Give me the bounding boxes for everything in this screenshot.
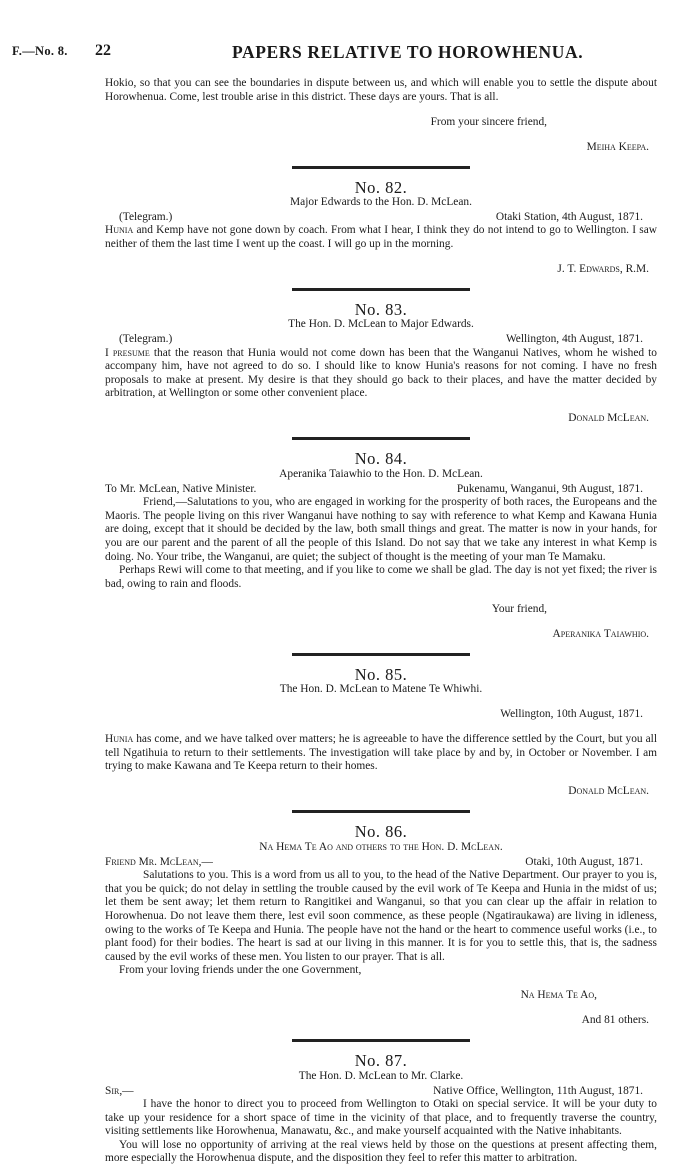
place-date: Native Office, Wellington, 11th August, 1871. (433, 1084, 643, 1097)
section-rule (292, 810, 470, 813)
letter-body: that the reason that Hunia would not come down has been that the Wanganui Natives, whom he wished to accompany him, have not agreed to do so. I should like to know Hunia's reasons for not coming. I have no fresh proposals to make at present. My desire is that they should go back to their places, and have the matter decided by arbitration, at Wellington or some other convenient place. (105, 346, 658, 400)
running-header-ref: F.—No. 8. (12, 44, 68, 58)
continued-paragraph: Hokio, so that you can see the boundaries in dispute between us, and which will enable you to settle the dispute about Horowhenua. Come, lest trouble arise in this district. These days are yours. That is all. (105, 77, 657, 103)
letter-heading: Aperanika Taiawhio to the Hon. D. McLean. (279, 468, 483, 481)
place-date: Pukenamu, Wanganui, 9th August, 1871. (456, 482, 643, 495)
letter-body: Friend,—Salutations to you, who are engaged in working for the prosperity of both races, the Europeans and the Maoris. The people living on this river Wanganui have nothing to say with reference to what Kemp and Kawana Hunia are doing, except that it should be decided by the law, both small things and great. The matter is now in your hands, for you are our parent and the parent of all the people of this Island. Do not say that we take any interest in what Kemp is doing. No. Your tribe, the Wanganui, are quiet; the subject of thought is the meeting of your man Te Mamaku. (105, 496, 657, 563)
letter-number: No. 84. (354, 449, 408, 469)
letter-82 (105, 177, 657, 277)
section-rule (292, 437, 470, 440)
letter-body-2: Perhaps Rewi will come to that meeting, and if you like to come we shall be glad. The day is not yet fixed; the river is bad, owing to rain and floods. (105, 564, 657, 590)
lead-word: Hunia (105, 733, 134, 746)
letter-signature: Na Hema Te Ao, (520, 989, 597, 1002)
letter-signature: Donald McLean. (568, 785, 649, 798)
letter-salutation: Friend Mr. McLean,— (105, 855, 213, 868)
letter-86 (105, 822, 657, 1028)
letter-heading: The Hon. D. McLean to Mr. Clarke. (298, 1069, 464, 1082)
letter-number: No. 86. (354, 822, 408, 842)
lead-word: I presume (105, 346, 150, 359)
letter-84 (105, 449, 657, 641)
letter-heading: The Hon. D. McLean to Matene Te Whiwhi. (279, 683, 483, 696)
letter-number: No. 83. (354, 299, 408, 319)
letter-number: No. 82. (354, 177, 408, 197)
page-number: 22 (95, 42, 111, 59)
letter-signature: Aperanika Taiawhio. (552, 627, 649, 640)
section-rule (292, 288, 470, 291)
place-date: Otaki, 10th August, 1871. (525, 855, 643, 868)
section-rule (292, 653, 470, 656)
letter-body-2: You will lose no opportunity of arriving at the real views held by those on the questions at present affecting them, more especially the Horowhenua dispute, and the disposition they feel to refer this matter to arbitration. (105, 1138, 657, 1165)
letter-type: (Telegram.) (119, 210, 173, 223)
continued-signature: Meiha Keepa. (586, 140, 649, 153)
place-date: Otaki Station, 4th August, 1871. (495, 210, 643, 223)
letter-salutation: Sir,— (105, 1084, 134, 1097)
letter-body: and Kemp have not gone down by coach. From what I hear, I think they do not intend to go to Wellington. I saw neither of them the last time I went up the coast. I will go up in the morning. (105, 224, 657, 250)
letter-addressee: To Mr. McLean, Native Minister. (105, 482, 257, 495)
section-rule (292, 1039, 470, 1042)
continued-closing: From your sincere friend, (430, 115, 547, 128)
letter-signature-2: And 81 others. (581, 1014, 649, 1027)
letter-85 (105, 664, 657, 799)
letter-body: Salutations to you. This is a word from us all to you, to the head of the Native Department. Our prayer to you is, that you be quick; do not delay in settling the trouble caused by the evil work of Te Keepa and Hunia in the midst of us; let them be sent away; let them return to Rangitikei and Wanganui, so that you can clear up the affair in relation to Horowhenua. Do not leave them there, lest evil soon commence, as these people (Ngatiraukawa) are living in idleness, owing to the works of Te Keepa and Hunia. The people have not the hand or the heart to commence useful works (i.e., to plant food) for their bodies. The heart is sad at our living in this manner. It is for you to settle this, that is, the sadness caused by the evil works of these men. You listen to our prayer. That is all. (105, 869, 657, 963)
letter-body: has come, and we have talked over matters; he is agreeable to have the difference settled by the Court, but you all tell Ngatihuia to return to their settlements. The investigation will take place by and by, in October or November. I am trying to make Kawana and Te Keepa return to their homes. (105, 733, 657, 773)
letter-heading: The Hon. D. McLean to Major Edwards. (288, 318, 474, 331)
letter-number: No. 87. (354, 1051, 408, 1071)
place-date: Wellington, 10th August, 1871. (500, 708, 643, 721)
lead-word: Hunia (105, 224, 134, 237)
section-rule (292, 166, 470, 169)
page-title: PAPERS RELATIVE TO HOROWHENUA. (232, 42, 584, 62)
letter-type: (Telegram.) (119, 333, 173, 346)
letter-closing: Your friend, (491, 602, 547, 615)
letter-83 (105, 299, 658, 426)
letter-signature: Donald McLean. (568, 412, 649, 425)
letter-heading: Na Hema Te Ao and others to the Hon. D. McLean. (259, 841, 503, 854)
letter-signature: J. T. Edwards, R.M. (557, 262, 649, 275)
letter-body: I have the honor to direct you to proceed from Wellington to Otaki on special service. It will be your duty to take up your residence for a short space of time in the vicinity of that place, and to frequently traverse the country, visiting settlements like Horowhenua, Manawatu, &c., and make yourself acquainted with the Native inhabitants. (105, 1098, 657, 1138)
letter-closing: From your loving friends under the one Government, (119, 964, 362, 977)
document-body (105, 77, 657, 1166)
letter-number: No. 85. (354, 664, 408, 684)
letter-87 (105, 1051, 657, 1166)
letter-heading: Major Edwards to the Hon. D. McLean. (290, 196, 472, 209)
place-date: Wellington, 4th August, 1871. (505, 333, 643, 346)
